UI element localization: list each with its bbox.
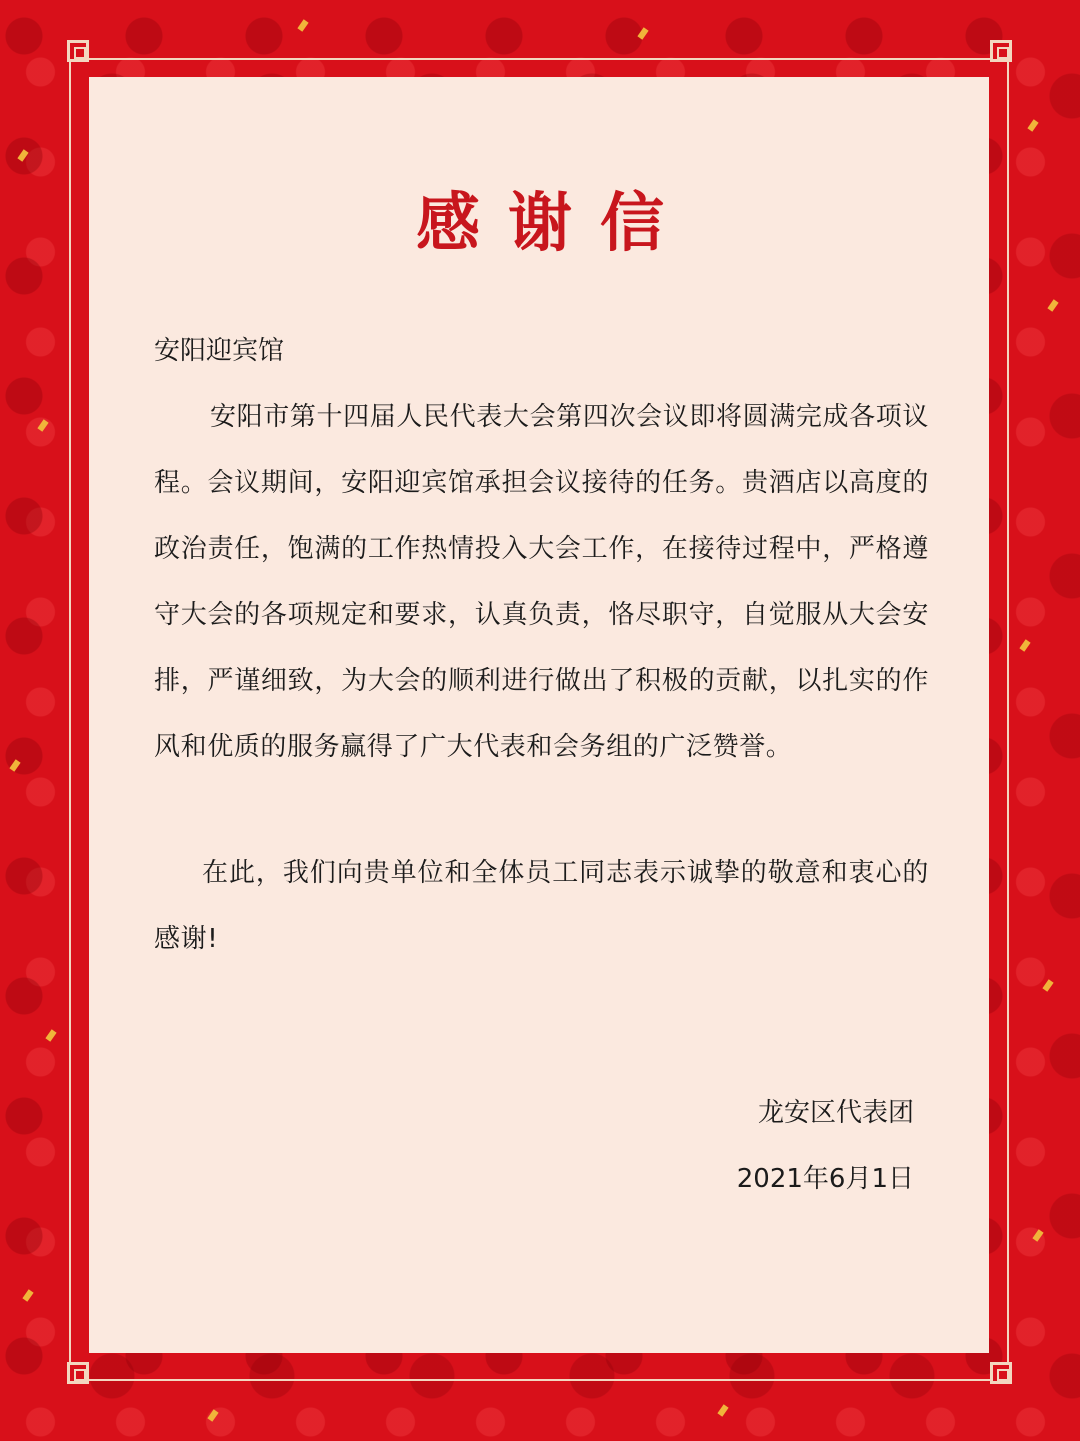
confetti-decoration [9,759,20,771]
confetti-decoration [1032,1229,1043,1241]
frame-corner-ornament [990,1362,1012,1384]
confetti-decoration [37,419,48,431]
letter-body-paragraph-2: 在此，我们向贵单位和全体员工同志表示诚挚的敬意和衷心的感谢! [154,858,929,954]
signer: 龙安区代表团 [757,1098,914,1128]
letter-body-paragraph-1: 安阳市第十四届人民代表大会第四次会议即将圆满完成各项议程。会议期间，安阳迎宾馆承担会议接待的任务。贵酒店以高度的政治责任，饱满的工作热情投入大会工作，在接待过程中，严格遵守大会的各项规定和要求，认真负责，恪尽职守，自觉服从大会安排，严谨细致，为大会的顺利进行做出了积极的贡献，以扎实的作风和优质的服务赢得了广大代表和会务组的广泛赞誉。 [154,402,929,762]
confetti-decoration [207,1409,218,1421]
frame-corner-ornament [990,40,1012,62]
confetti-decoration [17,149,28,161]
confetti-decoration [1019,639,1030,651]
confetti-decoration [1027,119,1038,131]
confetti-decoration [717,1404,728,1416]
letter-date: 2021年6月1日 [736,1164,914,1194]
confetti-decoration [1042,979,1053,991]
salutation: 安阳迎宾馆 [154,336,285,366]
confetti-decoration [1047,299,1058,311]
confetti-decoration [637,27,648,39]
confetti-decoration [22,1289,33,1301]
confetti-decoration [297,19,308,31]
frame-corner-ornament [67,40,89,62]
letter-title: 感谢信 [416,186,692,261]
frame-corner-ornament [67,1362,89,1384]
confetti-decoration [45,1029,56,1041]
